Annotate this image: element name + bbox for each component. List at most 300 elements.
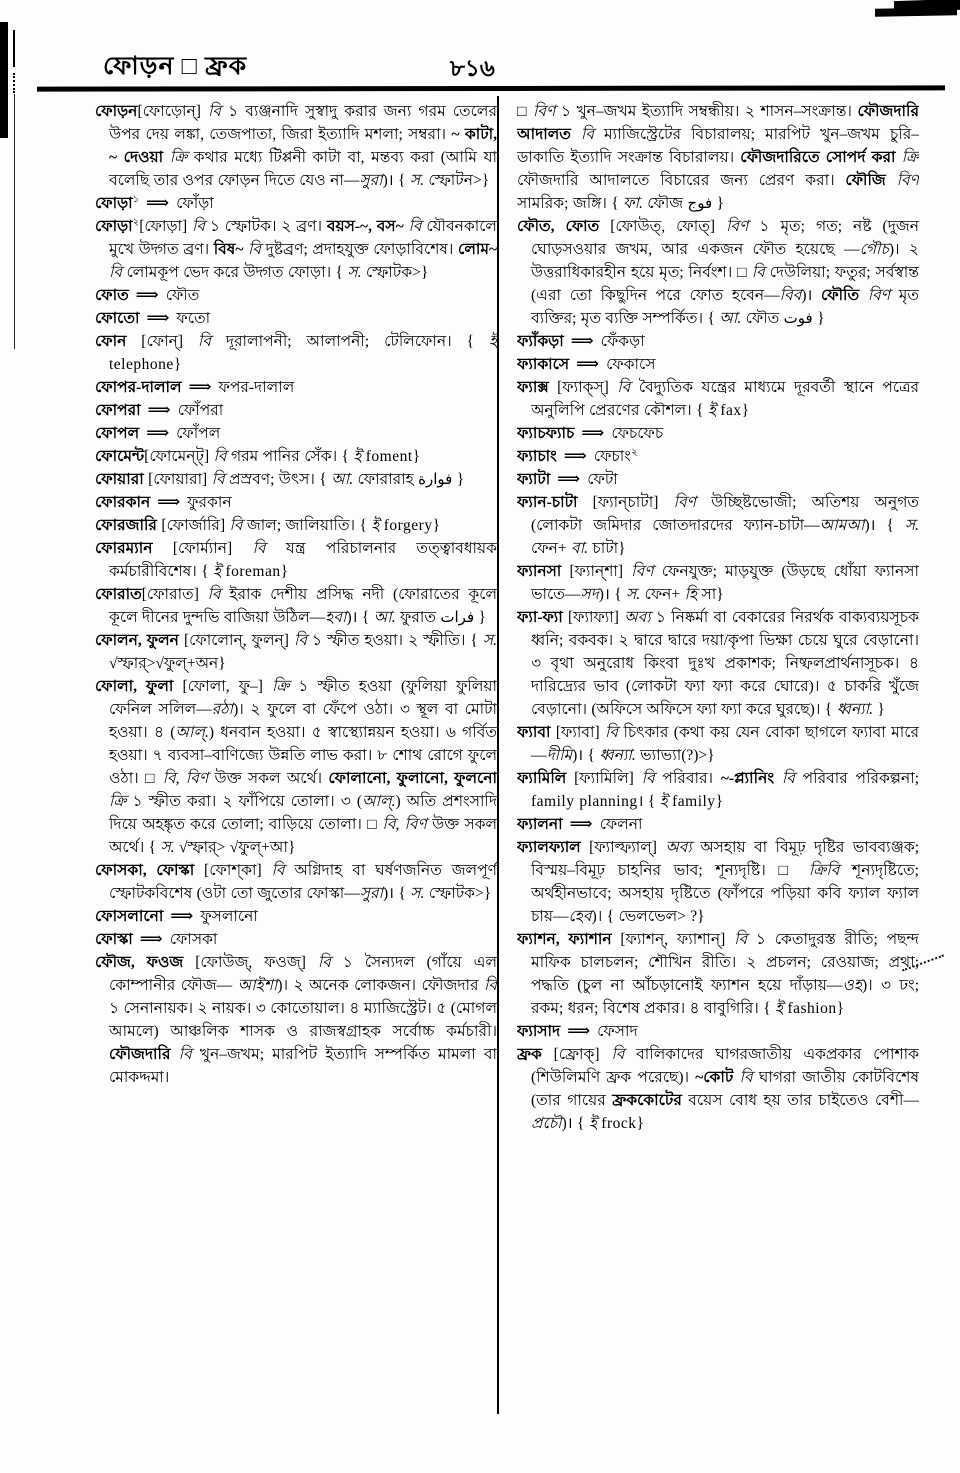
guide-words: ফোড়ন □ ফ্রক: [103, 53, 248, 80]
text-run: স্ফোটন>}: [423, 172, 490, 189]
text-run: family: [672, 793, 716, 810]
text-run: ফোসলানো: [95, 908, 164, 925]
text-run: ইরাক দেশীয় প্রসিদ্ধ নদী (ফোরাতের কূলে কূলে দীনের দুন্দভি বাজিয়া উঠিল—: [109, 586, 497, 626]
dictionary-entry: [517, 468, 919, 491]
text-run: }: [474, 609, 486, 626]
text-run: স.: [347, 264, 362, 281]
text-run: ভ্যাভ্যা(?)>}: [635, 747, 715, 764]
text-run: ১ মৃত; গত; নষ্ট (দুজন ঘোড়সওয়ার জখম, আর একজন ফৌত হয়েছে —: [531, 218, 919, 258]
text-run: ই: [775, 1000, 784, 1017]
text-run: ফ্যালনা: [517, 816, 563, 833]
text-run: ১ স্ফোটক। ২ ব্রণ।: [205, 218, 327, 235]
dictionary-entry: [517, 1043, 919, 1135]
text-run: }: [636, 1115, 644, 1132]
dictionary-entry: [517, 445, 919, 468]
text-run: □: [517, 103, 533, 120]
text-run: فوج: [687, 194, 713, 212]
dictionary-entry: [517, 928, 919, 1020]
text-run: দেউলিয়া; ফতুর; সর্বস্বান্ত (এরা তো কিছুদিন পরে ফোত হবেন—: [531, 264, 919, 304]
text-run: প্রচৌ: [531, 1115, 562, 1132]
text-run: স্ফোটক>}: [361, 264, 429, 281]
text-run: [ফোলা, ফু–]: [173, 678, 272, 695]
dictionary-entry: [95, 675, 497, 859]
text-run: [ফোয়ারা]: [143, 471, 212, 488]
text-run: বি: [580, 126, 594, 143]
text-run: [ফোর্জারি]: [156, 517, 230, 534]
text-run: [ফ্যাবা]: [550, 724, 605, 741]
cross-reference-arrow-icon: ⟹: [567, 1023, 591, 1040]
dictionary-entry: [517, 560, 919, 606]
cross-reference-arrow-icon: ⟹: [139, 931, 163, 948]
dictionary-entry: [517, 215, 919, 330]
text-run: স.: [160, 839, 175, 856]
text-run: ১ কেতাদুরস্ত রীতি; পছন্দ মাফিক চালচলন; শৌখিন রীতি। ২ প্রচলন; রেওয়াজ; প্রথা; পদ্ধতি (চুল না আঁচড়ানোই ফ্যাশন হয়ে দাঁড়ায়—: [531, 931, 919, 994]
text-run: ক্রি: [109, 793, 127, 810]
text-run: }: [412, 448, 421, 465]
text-run: উচ্ছিষ্টভোজী; অতিশয় অনুগত (লোকটা জমিদার জোতদারদের ফ্যান-চাটা—: [531, 494, 919, 534]
text-run: ফুরকান: [187, 494, 232, 511]
text-run: সা}: [697, 586, 724, 603]
dictionary-entry: [95, 376, 497, 399]
text-run: ই: [588, 1115, 597, 1132]
text-run: দূরালাপনী; আলাপনী; টেলিফোন। {: [210, 333, 489, 350]
text-run: স.: [626, 586, 641, 603]
text-run: ফোসকা: [169, 931, 218, 948]
text-run: স্ফোটক>}: [424, 885, 492, 902]
text-run: ফতো: [176, 310, 211, 327]
text-run: ফৌজি: [845, 172, 886, 189]
text-run: }: [872, 701, 885, 718]
text-run: ফেনযুক্ত; মাড়যুক্ত (উড়ছে ধোঁয়া ফ্যানসা ভাতে—: [531, 563, 919, 603]
text-run: ) অতি প্রশংসাদি দিয়ে অহঙ্কৃত করে তোলা; বাড়িয়ে তোলা। □: [109, 793, 497, 833]
text-run: [ফ্যামিলি]: [566, 770, 642, 787]
text-run: ই: [353, 448, 362, 465]
text-run: ফোতো: [95, 310, 140, 327]
text-run: বি: [248, 241, 262, 258]
text-run: বি, বিণ: [162, 770, 209, 787]
text-run: বিণ: [673, 494, 696, 511]
dictionary-entry: [517, 353, 919, 376]
dictionary-entry: [517, 422, 919, 445]
text-run: ই: [707, 402, 716, 419]
text-run: হেব: [568, 908, 592, 925]
text-run: [ফোউজ্, ফওজ্]: [183, 954, 318, 971]
dictionary-entry: [95, 468, 497, 491]
text-run: ফেচাং: [593, 448, 631, 465]
text-run: হবা: [325, 609, 347, 626]
text-run: }: [836, 1000, 845, 1017]
text-run: আইশা: [237, 977, 278, 994]
text-run: ফ্যানসা: [517, 563, 562, 580]
text-run: বি: [734, 931, 748, 948]
text-run: ফোমেন্ট: [95, 448, 145, 465]
dictionary-entry: [95, 100, 497, 192]
text-run: [774, 770, 782, 787]
text-run: ফ্যাক্স: [517, 379, 549, 396]
text-run: বিণ: [896, 172, 919, 189]
dictionary-entry: [95, 422, 497, 445]
text-run: √স্ফার্>√ফুল্+অন}: [109, 655, 226, 672]
text-run: ফেচফেচ: [611, 425, 664, 442]
text-run: যৌবনকালে মুখে উদ্গত ব্রণ।: [109, 218, 497, 258]
text-run: [171, 1046, 179, 1063]
text-run: [ফোউত্, ফোত্]: [599, 218, 726, 235]
text-run: ফ্রক: [517, 1046, 542, 1063]
text-run: বিব: [779, 287, 802, 304]
text-run: foment: [365, 448, 413, 465]
text-run: ফোসকা, ফোস্কা: [95, 862, 195, 879]
text-run: ফেটা: [587, 471, 618, 488]
text-run: forgery: [383, 517, 433, 534]
text-run: চিৎকার (কথা কয় যেন বোকা ছাগলে ফ্যাবা মারে—: [531, 724, 919, 764]
text-run: ওহ: [842, 977, 862, 994]
text-run: [ফ্যাল্ফ্যাল্]: [580, 839, 666, 856]
text-run: ফোপর-দালাল: [95, 379, 182, 396]
text-run: ফোঁপল: [176, 425, 221, 442]
text-run: ফোত: [95, 287, 129, 304]
text-run: ফ্যাঁকড়া: [517, 333, 564, 350]
text-run: অব্য: [665, 839, 692, 856]
text-run: বিণ: [867, 287, 891, 304]
text-run: আ.: [719, 310, 742, 327]
text-run: }: [712, 195, 724, 212]
page-number: ৮১৬: [450, 56, 495, 81]
text-run: সদ: [580, 586, 599, 603]
text-run: স.: [409, 172, 424, 189]
text-run: ফপর-দালাল: [218, 379, 295, 396]
text-run: ফুসলানো: [200, 908, 258, 925]
text-run: বি: [197, 333, 211, 350]
text-run: স.: [410, 885, 425, 902]
text-run: উক্ত সকল অর্থে। {: [109, 816, 497, 856]
text-run: ফৌজ, ফওজ: [95, 954, 184, 971]
dictionary-entry: [517, 1020, 919, 1043]
text-run: ফেঁকড়া: [600, 333, 645, 350]
text-run: যন্ত্র পরিচালনার তত্ত্বাবধায়ক কর্মচারীবিশেষ। {: [109, 540, 497, 580]
text-run: ক্রি: [271, 678, 290, 695]
dictionary-entry: [95, 445, 497, 468]
text-run: ১ সেনানায়ক। ২ নায়ক। ৩ কোতোয়াল। ৪ ম্যাজিস্ট্রেট। ৫ (মোগল আমলে) আঞ্চলিক শাসক ও রাজস্বগ্রাহক সর্বোচ্চ কর্মচারী।: [109, 1000, 497, 1040]
dictionary-entry: [95, 629, 497, 675]
text-run: স.: [482, 632, 497, 649]
text-run: [ফোশ্কা]: [194, 862, 272, 879]
text-run: )। ৩ ঢং; রকম; ধরন; বিশেষ প্রকার। ৪ বাবুগিরি। {: [531, 977, 919, 1017]
text-run: [859, 287, 868, 304]
text-run: )। {: [382, 172, 410, 189]
text-run: ফ্যাকাসে: [517, 356, 570, 373]
text-run: )। {: [382, 885, 411, 902]
text-run: স.: [904, 517, 919, 534]
text-run: বি: [739, 1069, 753, 1086]
text-run: }: [432, 517, 441, 534]
text-run: ১ সৈন্যদল (গাঁয়ে এল কোম্পানীর ফৌজ—: [109, 954, 497, 994]
dictionary-entry: [517, 330, 919, 353]
text-run: [ফ্যান্চাটা]: [577, 494, 674, 511]
text-run: অগ্নিদাহ বা ঘর্ষণজনিত জলপূর্ণ স্ফোটকবিশেষ (ওটা তো জুতোর ফোস্কা—: [109, 862, 497, 902]
dictionary-entry: [95, 583, 497, 629]
dictionary-entry: [95, 928, 497, 951]
dictionary-entry: [95, 399, 497, 422]
text-run: হি: [684, 586, 698, 603]
text-run: ই: [213, 563, 222, 580]
text-run: আ.: [373, 609, 396, 626]
text-run: ফ্যামিলি: [517, 770, 567, 787]
text-run: ১ স্ফীত হওয়া। ২ স্ফীতি। {: [307, 632, 483, 649]
text-run: ফেকাসে: [606, 356, 656, 373]
header-rule: [37, 85, 945, 91]
text-run: ১ স্ফীত করা। ২ ফাঁপিয়ে তোলা। ৩ (: [126, 793, 363, 810]
dictionary-entry: [95, 215, 497, 284]
text-run: পরিবার পরিকল্পনা;: [794, 770, 919, 787]
cross-reference-arrow-icon: ⟹: [581, 425, 605, 442]
text-run: }: [280, 563, 289, 580]
text-run: ফৌজদারি আদালত: [517, 103, 919, 143]
cross-reference-arrow-icon: ⟹: [146, 195, 170, 212]
cross-reference-arrow-icon: ⟹: [146, 425, 170, 442]
text-run: [ফোর্ম্যান]: [152, 540, 253, 557]
text-run: আল্.: [175, 724, 209, 741]
text-run: ~কোট: [695, 1069, 734, 1086]
text-run: [ফোলোন্, ফুলন্]: [178, 632, 294, 649]
text-run: )। {: [346, 609, 374, 626]
text-run: [ফ্রোক্]: [541, 1046, 612, 1063]
text-run: )। {: [561, 1115, 589, 1132]
text-run: frock: [601, 1115, 637, 1132]
text-run: ১ খুন–জখম ইত্যাদি সম্বন্ধীয়। ২ শাসন–সংক্রান্ত।: [555, 103, 858, 120]
cross-reference-arrow-icon: ⟹: [570, 333, 594, 350]
text-run: [ফোরাত]: [141, 586, 208, 603]
scan-left-edge-shadow: [0, 22, 8, 138]
text-run: ১ নিষ্কর্মা বা বেকারের নিরর্থক বাক্যব্যয়সূচক ধ্বনি; বকবক। ২ দ্বারে দ্বারে দয়া/কৃপা ভিক্ষা চেয়ে ঘুরে বেড়ানো। ৩ বৃথা অনুরোধ কিংবা দুঃখ প্রকাশক; নিষ্ফলপ্রার্থনাসূচক। ৪ দারিদ্র্যের ভাব (লোকটা ফ্যা ফ্যা করে ঘোরে)। ৫ চাকরি খুঁজে বেড়ানো। (অফিসে অফিসে ফ্যা ফ্যা করে ঘুরছে)। {: [531, 609, 919, 718]
dictionary-body: [95, 100, 919, 1440]
column-divider: [497, 96, 499, 1414]
text-run: ধ্বন্যা.: [599, 747, 636, 764]
text-run: )। {: [864, 517, 905, 534]
text-run: √স্ফার্> √ফুল্+আ}: [174, 839, 296, 856]
text-run: }: [452, 471, 465, 488]
dictionary-entry: [517, 836, 919, 928]
text-run: বি: [641, 770, 655, 787]
text-run: ফেলনা: [599, 816, 643, 833]
text-run: ধ্বন্যা.: [836, 701, 873, 718]
dictionary-entry: [95, 192, 497, 215]
text-run: বৈদ্যুতিক যন্ত্রের মাধ্যমে দূরবর্তী স্থানে পত্রের অনুলিপি প্রেরণের কৌশল। {: [531, 379, 919, 419]
text-run: ই: [371, 517, 380, 534]
text-run: family planning: [531, 793, 638, 810]
text-run: ক্রি: [901, 149, 919, 166]
text-run: ১: [132, 193, 140, 205]
text-run: foreman: [225, 563, 281, 580]
dictionary-entry: [517, 491, 919, 560]
text-run: ফোরকান: [95, 494, 151, 511]
text-run: ফ্যান-চাটা: [517, 494, 578, 511]
dictionary-entry: [95, 307, 497, 330]
text-run: fashion: [787, 1000, 837, 1017]
text-run: ফোয়ারা: [95, 471, 144, 488]
text-run: )। {: [572, 747, 600, 764]
text-run: বি: [611, 1046, 625, 1063]
text-run: বি: [211, 471, 225, 488]
text-run: ঘাগরা জাতীয় কোটবিশেষ (তার গায়ের: [531, 1069, 919, 1109]
text-run: ~-প্ল্যানিং: [720, 770, 775, 787]
dictionary-entry: [517, 721, 919, 767]
text-run: বি: [178, 1046, 192, 1063]
text-run: । {: [637, 793, 660, 810]
text-run: ফোস্কা: [95, 931, 133, 948]
text-run: বিষ~: [213, 241, 244, 258]
text-run: বি, বিণ: [382, 816, 427, 833]
text-run: ফ্যাশন, ফ্যাশান: [517, 931, 612, 948]
text-run: কথার মধ্যে টিপ্পনী কাটা বা, মন্তব্য করা (আমি যা বলেছি তার ওপর ফোড়ন দিতে যেও না—: [109, 149, 497, 189]
text-run: )। ২ অনেক লোকজন।: [277, 977, 422, 994]
text-run: খুন–জখম; মারপিট ইত্যাদি সম্পর্কিত মামলা বা মোকদ্দমা।: [109, 1046, 497, 1086]
dictionary-entry: [517, 767, 919, 813]
entry-continuation: [517, 100, 919, 215]
text-run: ই: [659, 793, 668, 810]
text-run: আল্.: [362, 793, 396, 810]
text-run: ফোঁড়া: [176, 195, 214, 212]
text-run: শূন্যদৃষ্টিতে; অর্থহীনভাবে; অসহায় দৃষ্টিতে (ফাঁপরে পড়িয়া কবি ফ্যাল ফ্যাল চায়—: [531, 862, 919, 925]
text-run: ফ্যাচাং: [517, 448, 557, 465]
text-run: )। {: [598, 586, 627, 603]
text-run: বি: [207, 586, 221, 603]
text-run: ফৌজ: [642, 195, 688, 212]
text-run: ফোপরা: [95, 402, 141, 419]
text-run: }: [715, 793, 724, 810]
text-run: [ফ্যাফ্যা]: [562, 609, 625, 626]
column-right: [517, 100, 919, 1440]
text-run: }: [741, 402, 750, 419]
text-run: বয়েস বোধ হয় তার চাইতেও বেশী—: [681, 1092, 919, 1109]
text-run: ফৌত: [165, 287, 200, 304]
text-run: ফেসাদ: [597, 1023, 638, 1040]
dictionary-entry: [517, 813, 919, 836]
text-run: ই: [488, 333, 497, 350]
text-run: فوارة: [418, 470, 453, 488]
scan-margin-line: [13, 30, 15, 67]
text-run: فوت: [783, 309, 813, 327]
cross-reference-arrow-icon: ⟹: [170, 908, 194, 925]
text-run: ফোড়া: [95, 218, 133, 235]
text-run: ফৌত, ফোত: [517, 218, 600, 235]
scan-margin-line: [14, 94, 15, 349]
text-run: [ফোড়োন্]: [137, 103, 208, 120]
text-run: সামরিক; জঙ্গি। {: [517, 195, 624, 212]
text-run: পরিবার।: [654, 770, 721, 787]
dictionary-entry: [95, 284, 497, 307]
text-run: ফোপল: [95, 425, 140, 442]
text-run: বি: [605, 724, 619, 741]
text-run: ফোড়ন: [95, 103, 138, 120]
text-run: ফৌজদারিতে সোপর্দ করা: [740, 149, 896, 166]
text-run: অব্য: [624, 609, 651, 626]
text-run: )। ২ উত্তরাধিকারহীন হয়ে মৃত; নির্বংশ। □: [531, 241, 919, 281]
text-run: ফোরম্যান: [95, 540, 153, 557]
text-run: দীমি: [546, 747, 573, 764]
text-run: )। { ভেলভেল> ?}: [591, 908, 705, 925]
text-run: [ফোড়া]: [139, 218, 192, 235]
text-run: বি: [213, 448, 227, 465]
dictionary-entry: [95, 537, 497, 583]
text-run: প্রস্রবণ; উৎস। {: [224, 471, 332, 488]
scan-corner-blot: [875, 7, 957, 16]
text-run: ফা.: [623, 195, 643, 212]
text-run: ফোড়া: [95, 195, 133, 212]
text-run: ফোলন, ফুলন: [95, 632, 179, 649]
text-run: ফ্যাসাদ: [517, 1023, 561, 1040]
text-run: বি: [229, 517, 243, 534]
text-run: ম্যাজিস্ট্রেটের বিচারালয়; মারপিট খুন–জখম চুরি–ডাকাতি ইত্যাদি সংক্রান্ত বিচারালয়।: [517, 126, 919, 166]
cross-reference-arrow-icon: ⟹: [146, 310, 170, 327]
text-run: বিণ: [631, 563, 654, 580]
text-run: [ফোমেন্ট্]: [144, 448, 214, 465]
cross-reference-arrow-icon: ⟹: [135, 287, 159, 304]
dictionary-entry: [95, 905, 497, 928]
column-left: [95, 100, 497, 1440]
text-run: ফোঁপরা: [177, 402, 224, 419]
text-run: উক্ত সকল অর্থে।: [208, 770, 329, 787]
text-run: ফ্যাচফ্যাচ: [517, 425, 575, 442]
text-run: }: [812, 310, 825, 327]
text-run: আ.: [331, 471, 354, 488]
text-run: ফোলানো, ফুলানো, ফুলনো: [328, 770, 497, 787]
text-run: বি: [207, 103, 222, 120]
text-run: ফৌজদার: [421, 977, 484, 994]
text-run: ফ্যালফ্যাল: [517, 839, 581, 856]
cross-reference-arrow-icon: ⟹: [188, 379, 212, 396]
text-run: )।: [801, 287, 821, 304]
dictionary-entry: [517, 606, 919, 721]
text-run: ফেন+: [640, 586, 685, 603]
text-run: ফ্যাবা: [517, 724, 551, 741]
text-run: ক্রি: [169, 149, 188, 166]
text-run: বি: [317, 954, 331, 971]
text-run: ২: [630, 446, 638, 458]
text-run: [571, 126, 581, 143]
text-run: বিণ: [533, 103, 556, 120]
text-run: telephone: [109, 356, 174, 373]
text-run: ফোরারাহ: [353, 471, 419, 488]
text-run: বি: [408, 218, 422, 235]
text-run: )। ২ ফুলে বা ফেঁপে ওঠা। ৩ স্থূল বা মোটা হওয়া। ৪ (: [109, 701, 497, 741]
text-run: বয়স-~, বস~: [326, 218, 404, 235]
dictionary-entry: [95, 859, 497, 905]
text-run: ফৌজদারি আদালতে বিচারের জন্য প্রেরণ করা।: [517, 172, 846, 189]
text-run: [ফ্যাশন্, ফ্যাশান্]: [611, 931, 735, 948]
text-run: [886, 172, 897, 189]
text-run: সুরা: [359, 885, 383, 902]
text-run: বি: [781, 770, 795, 787]
text-run: فرات: [440, 608, 475, 626]
scan-margin-line: [13, 73, 15, 93]
text-run: বি: [252, 540, 266, 557]
text-run: ফেন+: [531, 540, 571, 557]
text-run: বালিকাদের ঘাগরজাতীয় একপ্রকার পোশাক (শিউলিমণি ফ্রক পরেছে)।: [531, 1046, 919, 1086]
text-run: [163, 149, 170, 166]
text-run: গৌচ: [859, 241, 889, 258]
text-run: অসহায় বা বিমূঢ় দৃষ্টির ভাবব্যঞ্জক; বিস্ময়–বিমূঢ় চাহনির ভাব; শূন্যদৃষ্টি। □: [531, 839, 919, 879]
text-run: ফৌতি: [821, 287, 860, 304]
text-run: বি: [293, 632, 308, 649]
text-run: ~ কাটা, ~ দেওয়া: [109, 126, 497, 166]
text-run: fax: [720, 402, 742, 419]
dictionary-entry: [95, 491, 497, 514]
text-run: ১ ব্যঞ্জনাদি সুস্বাদু করার জন্য গরম তেলের উপর দেয় লঙ্কা, তেজপাতা, জিরা ইত্যাদি মশলা; সম্বরা।: [109, 103, 497, 143]
text-run: গরম পানির সেঁক। {: [226, 448, 354, 465]
text-run: বি: [191, 218, 206, 235]
cross-reference-arrow-icon: ⟹: [569, 816, 593, 833]
cross-reference-arrow-icon: ⟹: [157, 494, 181, 511]
